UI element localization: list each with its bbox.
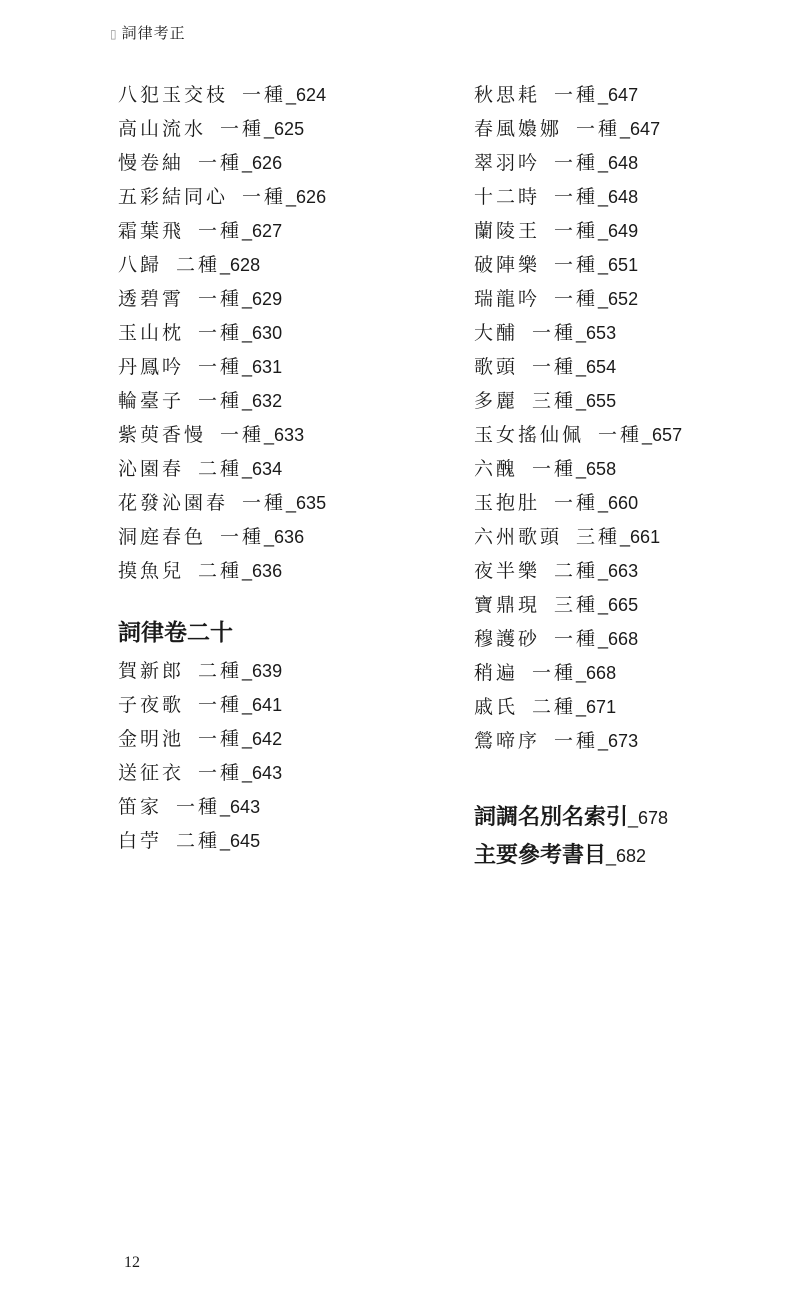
entry-name: 穆護砂 xyxy=(474,628,541,650)
entry-count: 一種 xyxy=(242,186,287,208)
entry-count: 二種 xyxy=(176,254,221,276)
entry-count: 一種 xyxy=(554,152,599,174)
toc-entry xyxy=(118,452,438,486)
entry-name: 沁園春 xyxy=(118,458,185,480)
entry-page: _653 xyxy=(576,323,617,343)
entry-name: 高山流水 xyxy=(118,118,207,140)
entry-count: 二種 xyxy=(554,560,599,582)
toc-entry xyxy=(118,756,438,790)
left-column xyxy=(118,78,438,858)
entry-count: 一種 xyxy=(242,84,287,106)
toc-entry xyxy=(118,520,438,554)
entry-page: _645 xyxy=(220,831,261,851)
entry-count: 一種 xyxy=(198,728,243,750)
entry-name: 春風嬝娜 xyxy=(474,118,563,140)
entry-name: 翠羽吟 xyxy=(474,152,541,174)
entry-page: _626 xyxy=(242,153,283,173)
entry-count: 三種 xyxy=(576,526,621,548)
entry-page: _651 xyxy=(598,255,639,275)
entry-page: _647 xyxy=(598,85,639,105)
entry-name: 摸魚兒 xyxy=(118,560,185,582)
toc-entry xyxy=(118,180,438,214)
toc-entry xyxy=(118,248,438,282)
entry-page: _626 xyxy=(286,187,327,207)
index-page: _678 xyxy=(628,808,669,828)
entry-name: 六州歌頭 xyxy=(474,526,563,548)
entry-page: _649 xyxy=(598,221,639,241)
index-line xyxy=(474,798,774,836)
left-entry-list-2 xyxy=(118,654,438,858)
entry-name: 玉抱肚 xyxy=(474,492,541,514)
toc-entry xyxy=(118,486,438,520)
entry-name: 夜半樂 xyxy=(474,560,541,582)
toc-entry xyxy=(474,520,774,554)
entry-count: 二種 xyxy=(198,458,243,480)
toc-entry xyxy=(118,688,438,722)
entry-count: 一種 xyxy=(532,322,577,344)
toc-entry xyxy=(474,452,774,486)
toc-entry xyxy=(118,418,438,452)
entry-count: 一種 xyxy=(554,220,599,242)
index-page: _682 xyxy=(606,846,647,866)
entry-page: _661 xyxy=(620,527,661,547)
entry-name: 慢卷紬 xyxy=(118,152,185,174)
entry-name: 多麗 xyxy=(474,390,519,412)
entry-count: 一種 xyxy=(554,628,599,650)
page-number: 12 xyxy=(124,1254,140,1271)
entry-page: _647 xyxy=(620,119,661,139)
entry-page: _665 xyxy=(598,595,639,615)
entry-name: 寶鼎現 xyxy=(474,594,541,616)
entry-count: 一種 xyxy=(198,390,243,412)
entry-name: 洞庭春色 xyxy=(118,526,207,548)
toc-entry xyxy=(118,722,438,756)
entry-count: 一種 xyxy=(198,356,243,378)
entry-count: 二種 xyxy=(532,696,577,718)
toc-entry xyxy=(474,486,774,520)
entry-name: 花發沁園春 xyxy=(118,492,229,514)
toc-entry xyxy=(474,656,774,690)
toc-entry xyxy=(474,554,774,588)
entry-page: _648 xyxy=(598,153,639,173)
toc-entry xyxy=(118,316,438,350)
entry-name: 輪臺子 xyxy=(118,390,185,412)
entry-page: _625 xyxy=(264,119,305,139)
entry-count: 一種 xyxy=(532,662,577,684)
entry-page: _630 xyxy=(242,323,283,343)
entry-count: 二種 xyxy=(176,830,221,852)
entry-page: _631 xyxy=(242,357,283,377)
toc-entry xyxy=(118,78,438,112)
entry-page: _663 xyxy=(598,561,639,581)
toc-entry xyxy=(118,824,438,858)
entry-name: 八犯玉交枝 xyxy=(118,84,229,106)
entry-count: 一種 xyxy=(554,186,599,208)
toc-entry xyxy=(474,248,774,282)
entry-count: 一種 xyxy=(220,118,265,140)
entry-page: _671 xyxy=(576,697,617,717)
entry-name: 歌頭 xyxy=(474,356,519,378)
entry-name: 瑞龍吟 xyxy=(474,288,541,310)
entry-count: 三種 xyxy=(532,390,577,412)
entry-name: 玉山枕 xyxy=(118,322,185,344)
entry-count: 一種 xyxy=(576,118,621,140)
entry-name: 稍遍 xyxy=(474,662,519,684)
entry-name: 霜葉飛 xyxy=(118,220,185,242)
entry-name: 金明池 xyxy=(118,728,185,750)
entry-name: 子夜歌 xyxy=(118,694,185,716)
toc-entry xyxy=(474,214,774,248)
entry-name: 紫萸香慢 xyxy=(118,424,207,446)
toc-entry xyxy=(118,384,438,418)
right-entry-list xyxy=(474,78,774,758)
entry-count: 一種 xyxy=(554,492,599,514)
toc-entry xyxy=(474,112,774,146)
entry-page: _643 xyxy=(220,797,261,817)
entry-page: _639 xyxy=(242,661,283,681)
entry-name: 破陣樂 xyxy=(474,254,541,276)
toc-entry xyxy=(474,316,774,350)
entry-count: 二種 xyxy=(198,660,243,682)
toc-entry xyxy=(474,418,774,452)
entry-count: 二種 xyxy=(198,560,243,582)
entry-count: 一種 xyxy=(554,288,599,310)
entry-count: 一種 xyxy=(176,796,221,818)
entry-page: _636 xyxy=(264,527,305,547)
toc-entry xyxy=(118,146,438,180)
entry-page: _628 xyxy=(220,255,261,275)
entry-name: 笛家 xyxy=(118,796,163,818)
toc-entry xyxy=(118,282,438,316)
entry-name: 透碧霄 xyxy=(118,288,185,310)
entry-name: 鶯啼序 xyxy=(474,730,541,752)
entry-name: 賀新郎 xyxy=(118,660,185,682)
index-title: 主要參考書目 xyxy=(474,842,607,868)
header-mark-icon: ▯ xyxy=(110,27,118,41)
index-title: 詞調名別名索引 xyxy=(474,804,629,830)
entry-count: 一種 xyxy=(220,424,265,446)
toc-entry xyxy=(474,690,774,724)
entry-page: _652 xyxy=(598,289,639,309)
running-head-title: 詞律考正 xyxy=(121,24,186,42)
entry-page: _634 xyxy=(242,459,283,479)
right-column xyxy=(474,78,774,874)
entry-count: 一種 xyxy=(198,762,243,784)
entry-page: _643 xyxy=(242,763,283,783)
entry-page: _658 xyxy=(576,459,617,479)
entry-name: 八歸 xyxy=(118,254,163,276)
entry-name: 丹鳳吟 xyxy=(118,356,185,378)
entry-count: 一種 xyxy=(598,424,643,446)
entry-count: 一種 xyxy=(532,356,577,378)
entry-page: _668 xyxy=(576,663,617,683)
toc-entry xyxy=(474,384,774,418)
entry-page: _673 xyxy=(598,731,639,751)
toc-entry xyxy=(474,146,774,180)
entry-count: 一種 xyxy=(198,288,243,310)
toc-entry xyxy=(118,214,438,248)
toc-entry xyxy=(474,588,774,622)
entry-page: _657 xyxy=(642,425,683,445)
entry-page: _655 xyxy=(576,391,617,411)
entry-name: 六醜 xyxy=(474,458,519,480)
entry-page: _654 xyxy=(576,357,617,377)
entry-page: _642 xyxy=(242,729,283,749)
index-block xyxy=(474,798,774,874)
running-head xyxy=(110,22,186,43)
entry-name: 戚氏 xyxy=(474,696,519,718)
entry-page: _668 xyxy=(598,629,639,649)
toc-entry xyxy=(474,282,774,316)
entry-count: 一種 xyxy=(198,220,243,242)
toc-entry xyxy=(118,554,438,588)
entry-name: 蘭陵王 xyxy=(474,220,541,242)
entry-count: 一種 xyxy=(554,254,599,276)
entry-name: 十二時 xyxy=(474,186,541,208)
entry-page: _648 xyxy=(598,187,639,207)
entry-page: _632 xyxy=(242,391,283,411)
entry-count: 一種 xyxy=(554,84,599,106)
entry-name: 送征衣 xyxy=(118,762,185,784)
toc-entry xyxy=(118,350,438,384)
entry-count: 一種 xyxy=(220,526,265,548)
toc-entry xyxy=(474,622,774,656)
entry-page: _635 xyxy=(286,493,327,513)
toc-entry xyxy=(474,78,774,112)
entry-count: 一種 xyxy=(198,694,243,716)
entry-page: _627 xyxy=(242,221,283,241)
entry-count: 一種 xyxy=(198,322,243,344)
entry-name: 五彩結同心 xyxy=(118,186,229,208)
entry-count: 一種 xyxy=(532,458,577,480)
entry-count: 三種 xyxy=(554,594,599,616)
entry-page: _636 xyxy=(242,561,283,581)
toc-entry xyxy=(474,180,774,214)
entry-count: 一種 xyxy=(242,492,287,514)
toc-entry xyxy=(474,350,774,384)
entry-name: 秋思耗 xyxy=(474,84,541,106)
entry-count: 一種 xyxy=(198,152,243,174)
entry-page: _629 xyxy=(242,289,283,309)
left-entry-list xyxy=(118,78,438,588)
entry-page: _633 xyxy=(264,425,305,445)
entry-name: 玉女搖仙佩 xyxy=(474,424,585,446)
toc-entry xyxy=(118,654,438,688)
index-line xyxy=(474,836,774,874)
toc-entry xyxy=(118,112,438,146)
entry-page: _641 xyxy=(242,695,283,715)
entry-page: _660 xyxy=(598,493,639,513)
toc-entry xyxy=(118,790,438,824)
entry-name: 白苧 xyxy=(118,830,163,852)
section-heading: 詞律卷二十 xyxy=(118,619,233,646)
entry-page: _624 xyxy=(286,85,327,105)
toc-entry xyxy=(474,724,774,758)
entry-name: 大酺 xyxy=(474,322,519,344)
entry-count: 一種 xyxy=(554,730,599,752)
